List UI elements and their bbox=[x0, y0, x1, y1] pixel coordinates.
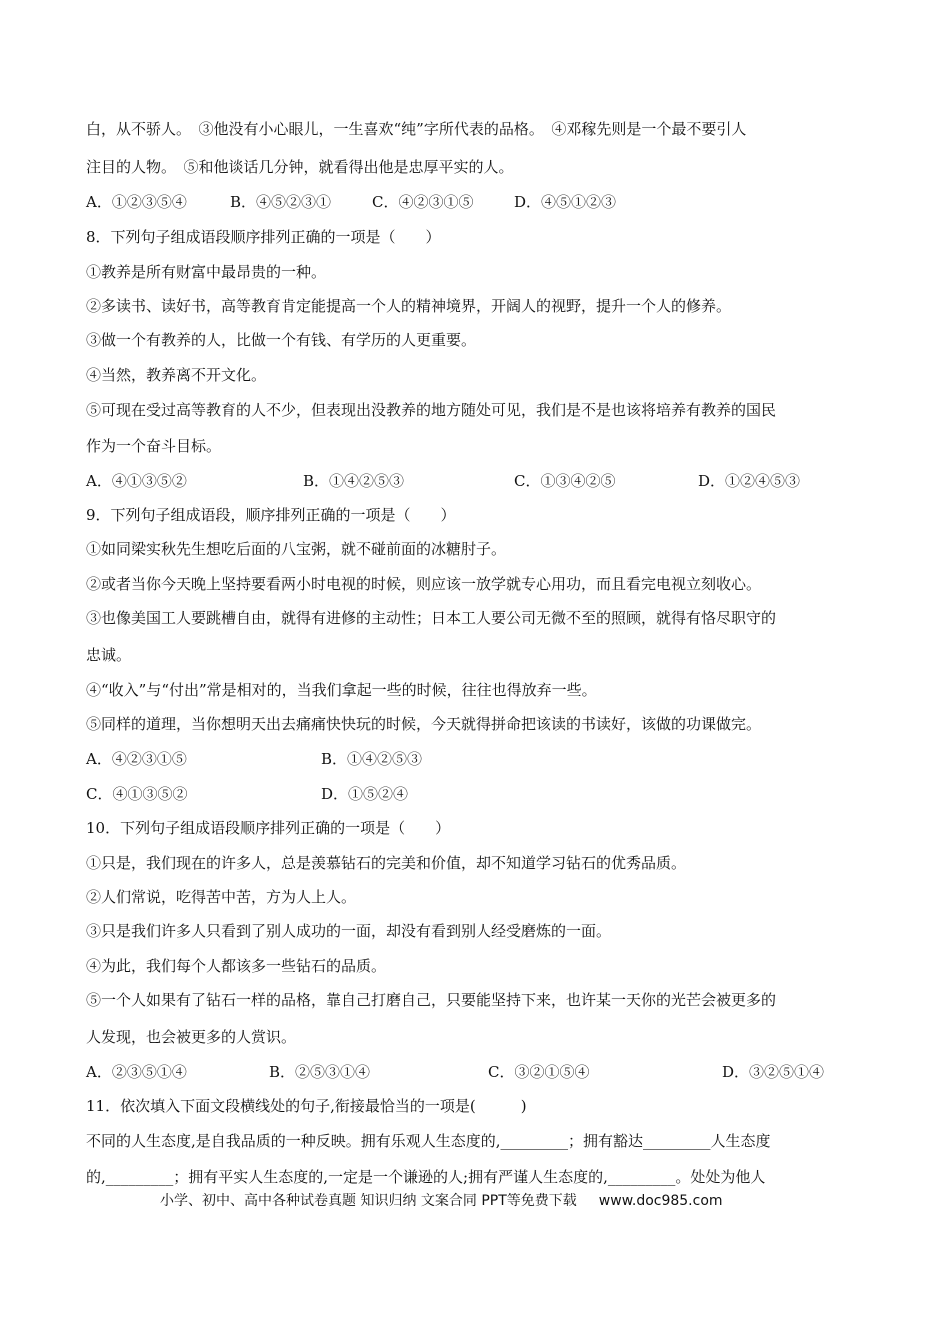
passage-line: 的,_________；拥有平实人生态度的,一定是一个谦逊的人;拥有严谨人生态度的,_________。处处为他人 bbox=[86, 1168, 766, 1186]
sentence-item-continued: 忠诚。 bbox=[86, 646, 132, 664]
sentence-item: ①教养是所有财富中最昂贵的一种。 bbox=[86, 263, 327, 281]
footer-site-link[interactable]: www.doc985.com bbox=[598, 1193, 723, 1209]
option-d: D．④⑤①②③ bbox=[514, 193, 617, 211]
sentence-item: ④当然，教养离不开文化。 bbox=[86, 366, 267, 384]
option-a: A．②③⑤①④ bbox=[86, 1063, 187, 1081]
sentence-item: ⑤可现在受过高等教育的人不少，但表现出没教养的地方随处可见，我们是不是也该将培养有教养的国民 bbox=[86, 401, 777, 419]
option-d: D．③②⑤①④ bbox=[722, 1063, 825, 1081]
sentence-item: ⑤同样的道理，当你想明天出去痛痛快快玩的时候，今天就得拼命把该读的书读好，该做的功课做完。 bbox=[86, 715, 762, 733]
option-d: D．①⑤②④ bbox=[321, 785, 409, 803]
option-d: D．①②④⑤③ bbox=[698, 472, 801, 490]
question-stem: 8．下列句子组成语段顺序排列正确的一项是（ ） bbox=[86, 228, 441, 246]
page-footer bbox=[160, 1191, 723, 1211]
option-a: A．④②③①⑤ bbox=[86, 750, 187, 768]
footer-text: 小学、初中、高中各种试卷真题 知识归纳 文案合同 PPT等免费下载 bbox=[160, 1193, 577, 1209]
option-b: B．①④②⑤③ bbox=[321, 750, 423, 768]
option-b: B．②⑤③①④ bbox=[269, 1063, 371, 1081]
option-c: C．④②③①⑤ bbox=[372, 193, 474, 211]
question-stem: 11．依次填入下面文段横线处的句子,衔接最恰当的一项是( ) bbox=[86, 1097, 527, 1115]
question-stem: 10．下列句子组成语段顺序排列正确的一项是（ ） bbox=[86, 819, 451, 837]
sentence-item: ③只是我们许多人只看到了别人成功的一面，却没有看到别人经受磨炼的一面。 bbox=[86, 922, 612, 940]
sentence-item: ③也像美国工人要跳槽自由，就得有进修的主动性；日本工人要公司无微不至的照顾，就得有恪尽职守的 bbox=[86, 609, 777, 627]
sentence-item: ④为此，我们每个人都该多一些钻石的品质。 bbox=[86, 957, 387, 975]
option-b: B．④⑤②③① bbox=[230, 193, 332, 211]
option-c: C．④①③⑤② bbox=[86, 785, 188, 803]
sentence-item: ④“收入”与“付出”常是相对的，当我们拿起一些的时候，往往也得放弃一些。 bbox=[86, 681, 597, 699]
paragraph-line: 白，从不骄人。 ③他没有小心眼儿，一生喜欢“纯”字所代表的品格。 ④邓稼先则是一个最不要引人 bbox=[86, 120, 747, 138]
option-b: B．①④②⑤③ bbox=[303, 472, 405, 490]
sentence-item: ②多读书、读好书，高等教育肯定能提高一个人的精神境界，开阔人的视野，提升一个人的修养。 bbox=[86, 297, 732, 315]
question-stem: 9．下列句子组成语段，顺序排列正确的一项是（ ） bbox=[86, 506, 456, 524]
option-c: C．③②①⑤④ bbox=[488, 1063, 590, 1081]
sentence-item: ③做一个有教养的人，比做一个有钱、有学历的人更重要。 bbox=[86, 331, 477, 349]
paragraph-line: 注目的人物。 ⑤和他谈话几分钟，就看得出他是忠厚平实的人。 bbox=[86, 158, 514, 176]
option-a: A．④①③⑤② bbox=[86, 472, 187, 490]
passage-line: 不同的人生态度,是自我品质的一种反映。拥有乐观人生态度的,_________；拥有豁达_________人生态度 bbox=[86, 1132, 771, 1150]
sentence-item-continued: 作为一个奋斗目标。 bbox=[86, 437, 222, 455]
sentence-item: ①如同梁实秋先生想吃后面的八宝粥，就不碰前面的冰糖肘子。 bbox=[86, 540, 507, 558]
sentence-item: ①只是，我们现在的许多人，总是羡慕钻石的完美和价值，却不知道学习钻石的优秀品质。 bbox=[86, 854, 687, 872]
sentence-item: ②人们常说，吃得苦中苦，方为人上人。 bbox=[86, 888, 357, 906]
sentence-item-continued: 人发现，也会被更多的人赏识。 bbox=[86, 1028, 297, 1046]
sentence-item: ②或者当你今天晚上坚持要看两小时电视的时候，则应该一放学就专心用功，而且看完电视立刻收心。 bbox=[86, 575, 762, 593]
sentence-item: ⑤一个人如果有了钻石一样的品格，靠自己打磨自己，只要能坚持下来，也许某一天你的光芒会被更多的 bbox=[86, 991, 777, 1009]
option-c: C．①③④②⑤ bbox=[514, 472, 616, 490]
option-a: A．①②③⑤④ bbox=[86, 193, 187, 211]
